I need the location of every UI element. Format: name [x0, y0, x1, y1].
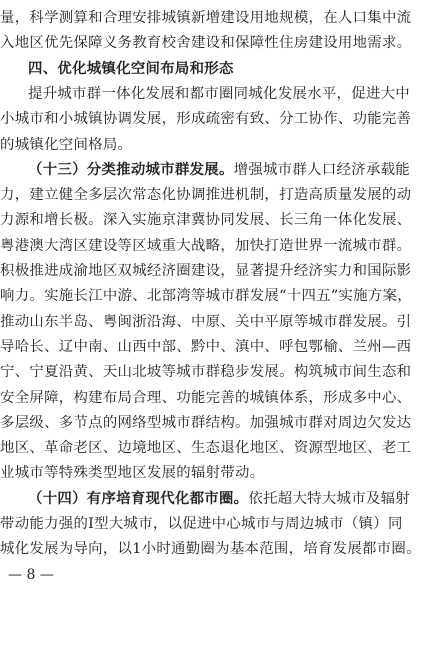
text-line: 量，科学测算和合理安排城镇新增建设用地规模，在人口集中流 — [0, 10, 412, 26]
text-line: 导哈长、辽中南、山西中部、黔中、滇中、呼包鄂榆、兰州—西 — [0, 338, 412, 355]
paragraph-14-first-line — [0, 489, 436, 509]
text-line: 力源和增长极。深入实施京津冀协同发展、长三角一体化发展、 — [0, 212, 412, 229]
text-line: 多层级、多节点的网络型城市群结构。加强城市群对周边欠发达 — [0, 414, 412, 431]
text-line: 力，建立健全多层次常态化协调推进机制，打造高质量发展的动 — [0, 187, 412, 204]
text-line: 入地区优先保障义务教育校舍建设和保障性住房建设用地需求。 — [0, 35, 412, 52]
section-heading: 四、优化城镇化空间布局和形态 — [28, 60, 234, 77]
paragraph-13-first-line — [0, 160, 436, 180]
text-run: 依托超大特大城市及辐射 — [248, 490, 410, 507]
paragraph-14-title: （十四）有序培育现代化都市圈。 — [28, 490, 249, 507]
text-line: 响力。实施长江中游、北部湾等城市群发展“十四五”实施方案， — [0, 288, 412, 305]
text-line: 小城市和小城镇协调发展，形成疏密有致、分工协作、功能完善 — [0, 111, 412, 128]
text-run: 增强城市群人口经济承载能 — [233, 161, 410, 178]
text-line: 的城镇化空间格局。 — [0, 136, 133, 153]
page-number: — 8 — — [8, 566, 54, 583]
text-line: 粤港澳大湾区建设等区域重大战略，加快打造世界一流城市群。 — [0, 237, 412, 254]
text-line: 推动山东半岛、粤闽浙沿海、中原、关中平原等城市群发展。引 — [0, 313, 412, 330]
text-line: 宁、宁夏沿黄、天山北坡等城市群稳步发展。构筑城市间生态和 — [0, 364, 412, 381]
text-line: 地区、革命老区、边境地区、生态退化地区、资源型地区、老工 — [0, 440, 412, 457]
text-line: 城化发展为导向，以1小时通勤圈为基本范围，培育发展都市圈。 — [0, 541, 421, 558]
text-line: 业城市等特殊类型地区发展的辐射带动。 — [0, 465, 265, 482]
text-line: 提升城市群一体化发展和都市圈同城化发展水平，促进大中 — [28, 85, 410, 102]
text-line: 安全屏障，构建布局合理、功能完善的城镇体系，形成多中心、 — [0, 389, 412, 406]
paragraph-13-title: （十三）分类推动城市群发展。 — [28, 161, 234, 178]
text-line: 带动能力强的Ⅰ型大城市，以促进中心城市与周边城市（镇）同 — [0, 516, 403, 532]
text-line: 积极推进成渝地区双城经济圈建设，显著提升经济实力和国际影 — [0, 263, 412, 279]
